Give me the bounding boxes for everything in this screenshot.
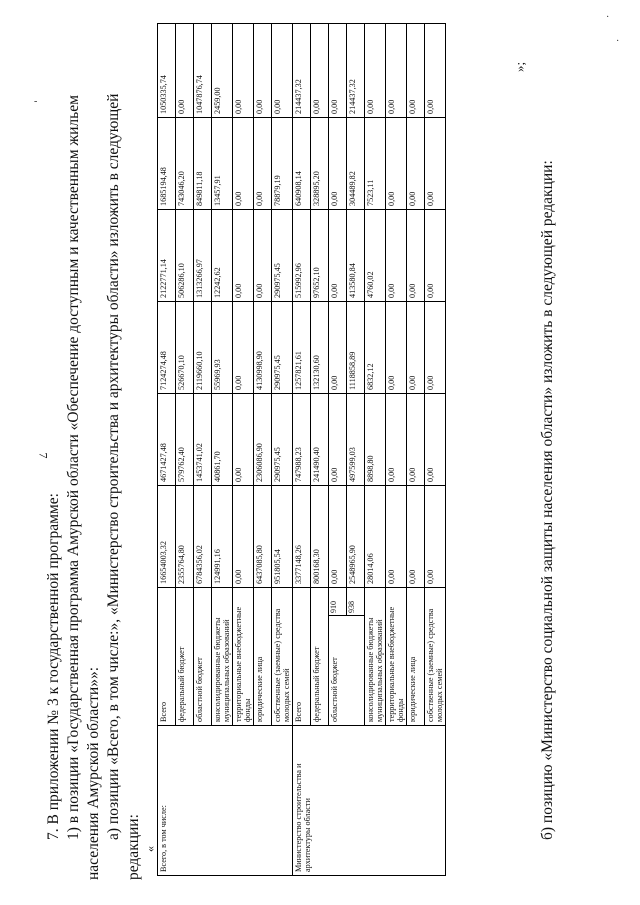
value-cell: 0,00 [425,393,446,485]
value-cell: 0,00 [407,485,425,587]
budget-table [157,23,446,876]
value-cell: 0,00 [254,209,272,301]
scan-speck-mark: · [606,12,610,23]
value-cell: 214437,32 [293,23,311,117]
value-cell: 497599,03 [347,393,365,485]
source-label: областной бюджет [329,616,365,726]
value-cell: 0,00 [254,117,272,209]
value-cell: 16654003,32 [158,485,176,587]
value-cell: 0,00 [386,117,407,209]
value-cell: 7523,11 [365,117,386,209]
open-quote: « [143,846,157,852]
value-cell: 2355764,80 [176,485,194,587]
source-label: федеральный бюджет [176,587,194,725]
value-cell: 0,00 [407,301,425,393]
source-label: территориальные внебюджетные фонды [233,587,254,725]
value-cell: 640908,14 [293,117,311,209]
value-cell: 0,00 [386,23,407,117]
value-cell: 413580,84 [347,209,365,301]
value-cell: 2119660,10 [194,301,212,393]
value-cell: 290975,45 [272,393,293,485]
value-cell: 3377148,26 [293,485,311,587]
source-label: юридические лица [254,587,272,725]
value-cell: 0,00 [329,23,347,117]
value-cell: 0,00 [329,209,347,301]
value-cell: 0,00 [254,23,272,117]
text-line: б) позицию «Министерство социальной защиты населения области» изложить в следующей редакции: [539,160,556,840]
value-cell: 0,00 [386,301,407,393]
value-cell: 0,00 [425,485,446,587]
source-label: собственные (заемные) средства молодых семей [425,587,446,725]
value-cell: 0,00 [311,23,329,117]
value-cell: 124991,16 [212,485,233,587]
value-cell: 800168,30 [311,485,329,587]
scan-speck-mark: · [616,36,620,47]
value-cell: 6832,12 [365,301,386,393]
value-cell: 0,00 [365,23,386,117]
value-cell: 0,00 [329,301,347,393]
text-line: населения Амурской области»»: [85,667,102,880]
value-cell: 515992,96 [293,209,311,301]
value-cell: 0,00 [233,485,254,587]
value-cell: 97652,10 [311,209,329,301]
value-cell: 951805,54 [272,485,293,587]
source-label: Всего [158,587,176,725]
value-cell: 579762,40 [176,393,194,485]
value-cell: 0,00 [407,23,425,117]
value-cell: 0,00 [329,485,347,587]
value-cell: 0,00 [425,23,446,117]
value-cell: 0,00 [407,209,425,301]
value-cell: 328895,20 [311,117,329,209]
value-cell: 0,00 [233,301,254,393]
value-cell: 55969,93 [212,301,233,393]
source-label: территориальные внебюджетные фонды [386,587,407,725]
value-cell: 0,00 [407,117,425,209]
value-cell: 0,00 [425,117,446,209]
value-cell: 0,00 [425,301,446,393]
value-cell: 13457,91 [212,117,233,209]
value-cell: 0,00 [176,23,194,117]
source-label: областной бюджет [194,587,212,725]
scan-hyphen-mark: - [34,96,38,107]
source-label: Всего [293,587,311,725]
text-line: 1) в позиции «Государственная программа Амурской области «Обеспечение доступным и качественным жильем [65,95,82,840]
value-cell: 0,00 [386,209,407,301]
value-cell: 40861,70 [212,393,233,485]
value-cell: 214437,32 [347,23,365,117]
value-cell: 0,00 [272,23,293,117]
value-cell: 2122771,14 [158,209,176,301]
source-label: юридические лица [407,587,425,725]
value-cell: 849811,18 [194,117,212,209]
value-cell: 8898,80 [365,393,386,485]
value-cell: 0,00 [425,209,446,301]
source-label: консолидированные бюджеты муниципальных образований [365,587,386,725]
value-cell: 506286,10 [176,209,194,301]
value-cell: 1313266,97 [194,209,212,301]
budget-code: 910 [329,587,347,615]
value-cell: 1453741,02 [194,393,212,485]
page-number: 7 [36,452,51,459]
value-cell: 290975,45 [272,301,293,393]
value-cell: 132130,60 [311,301,329,393]
value-cell: 6784356,02 [194,485,212,587]
value-cell: 12242,62 [212,209,233,301]
value-cell: 0,00 [233,209,254,301]
value-cell: 1118858,89 [347,301,365,393]
value-cell: 747988,23 [293,393,311,485]
value-cell: 7124274,48 [158,301,176,393]
value-cell: 526670,10 [176,301,194,393]
value-cell: 304489,82 [347,117,365,209]
source-label: федеральный бюджет [311,587,329,725]
value-cell: 743046,20 [176,117,194,209]
value-cell: 2548965,90 [347,485,365,587]
value-cell: 0,00 [407,393,425,485]
text-line: редакции: [125,814,142,880]
value-cell: 4130998,90 [254,301,272,393]
value-cell: 241490,40 [311,393,329,485]
source-label: консолидированные бюджеты муниципальных образований [212,587,233,725]
rotated-page-content [37,20,637,880]
table-row [293,23,311,875]
value-cell: 1685194,48 [158,117,176,209]
budget-code: 938 [347,587,365,615]
value-cell: 0,00 [233,117,254,209]
value-cell: 290975,45 [272,209,293,301]
close-quote: »; [512,61,527,72]
value-cell: 0,00 [329,117,347,209]
value-cell: 0,00 [386,393,407,485]
value-cell: 2306086,90 [254,393,272,485]
value-cell: 4671427,48 [158,393,176,485]
value-cell: 1047876,74 [194,23,212,117]
group-label: Всего, в том числе: [158,726,293,876]
value-cell: 4760,02 [365,209,386,301]
value-cell: 0,00 [329,393,347,485]
group-label: Министерство строительства и архитектуры области [293,726,446,876]
value-cell: 28014,06 [365,485,386,587]
heading-line: 7. В приложении № 3 к государственной программе: [45,493,62,840]
value-cell: 2459,00 [212,23,233,117]
text-line: а) позиции «Всего, в том числе:», «Министерство строительства и архитектуры области» изложить в следующей [105,93,122,840]
value-cell: 0,00 [233,393,254,485]
value-cell: 0,00 [233,23,254,117]
value-cell: 0,00 [386,485,407,587]
table-row [158,23,176,875]
value-cell: 1257821,61 [293,301,311,393]
source-label: собственные (заемные) средства молодых семей [272,587,293,725]
value-cell: 78879,19 [272,117,293,209]
value-cell: 1050335,74 [158,23,176,117]
value-cell: 6437085,80 [254,485,272,587]
